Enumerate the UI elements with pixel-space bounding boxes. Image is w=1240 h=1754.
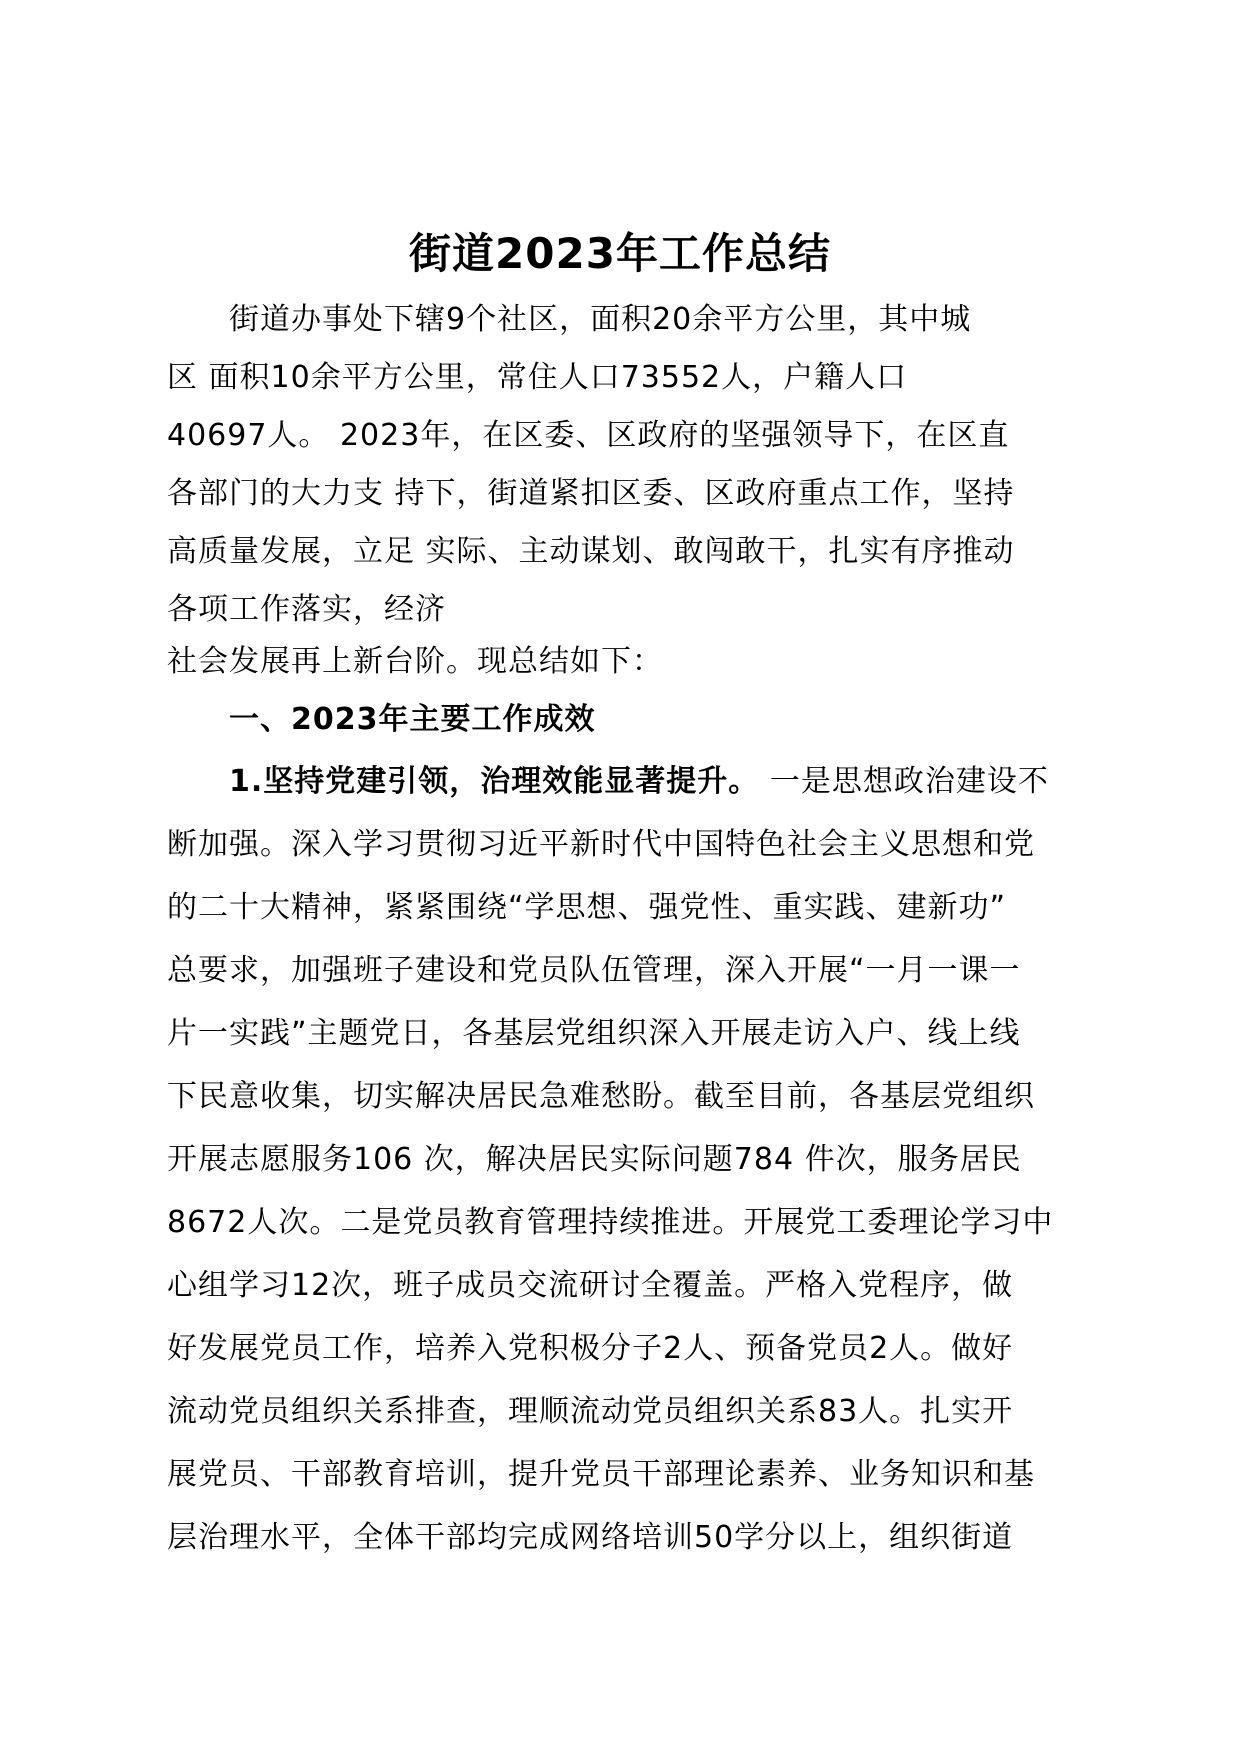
intro-line: 高质量发展，立足 实际、主动谋划、敢闯敢干，扎实有序推动 [167, 534, 1015, 569]
intro-line: 各部门的大力支 持下，街道紧扣区委、区政府重点工作，坚持 [167, 476, 1015, 511]
body-line: 8672人次。二是党员教育管理持续推进。开展党工委理论学习中 [167, 1205, 1054, 1240]
body-line: 开展志愿服务106 次，解决居民实际问题784 件次，服务居民 [167, 1142, 1022, 1177]
body-line: 展党员、干部教育培训，提升党员干部理论素养、业务知识和基 [167, 1457, 1035, 1492]
body-line: 心组学习12次，班子成员交流研讨全覆盖。严格入党程序，做 [167, 1268, 1014, 1303]
body-line: 好发展党员工作，培养入党积极分子2人、预备党员2人。做好 [167, 1331, 1014, 1366]
body-line: 流动党员组织关系排查，理顺流动党员组织关系83人。扎实开 [167, 1394, 1014, 1429]
body-line: 层治理水平，全体干部均完成网络培训50学分以上，组织街道 [167, 1520, 1014, 1555]
intro-line: 区 面积10余平方公里，常住人口73552人，户籍人口 [167, 360, 908, 395]
body-line: 片一实践”主题党日，各基层党组织深入开展走访入户、线上线 [167, 1016, 1021, 1051]
body-line: 的二十大精神，紧紧围绕“学思想、强党性、重实践、建新功” [167, 890, 1007, 925]
intro-line: 社会发展再上新台阶。现总结如下： [167, 644, 663, 679]
document-title: 街道2023年工作总结 [409, 229, 831, 278]
intro-line: 40697人。 2023年，在区委、区政府的坚强领导下，在区直 [167, 418, 1010, 453]
item1-first-rest: 一是思想政治建设不 [769, 764, 1049, 799]
intro-line: 各项工作落实，经济 [167, 592, 446, 627]
item1-heading: 1.坚持党建引领，治理效能显著提升。 [229, 764, 760, 799]
body-line: 下民意收集，切实解决居民急难愁盼。截至目前，各基层党组织 [167, 1079, 1035, 1114]
body-line: 断加强。深入学习贯彻习近平新时代中国特色社会主义思想和党 [167, 827, 1035, 862]
body-line: 总要求，加强班子建设和党员队伍管理，深入开展“一月一课一 [167, 953, 1021, 988]
item1-first-line [229, 762, 1049, 802]
section-heading: 一、2023年主要工作成效 [229, 702, 596, 737]
intro-line: 街道办事处下辖9个社区，面积20余平方公里，其中城 [229, 302, 972, 337]
